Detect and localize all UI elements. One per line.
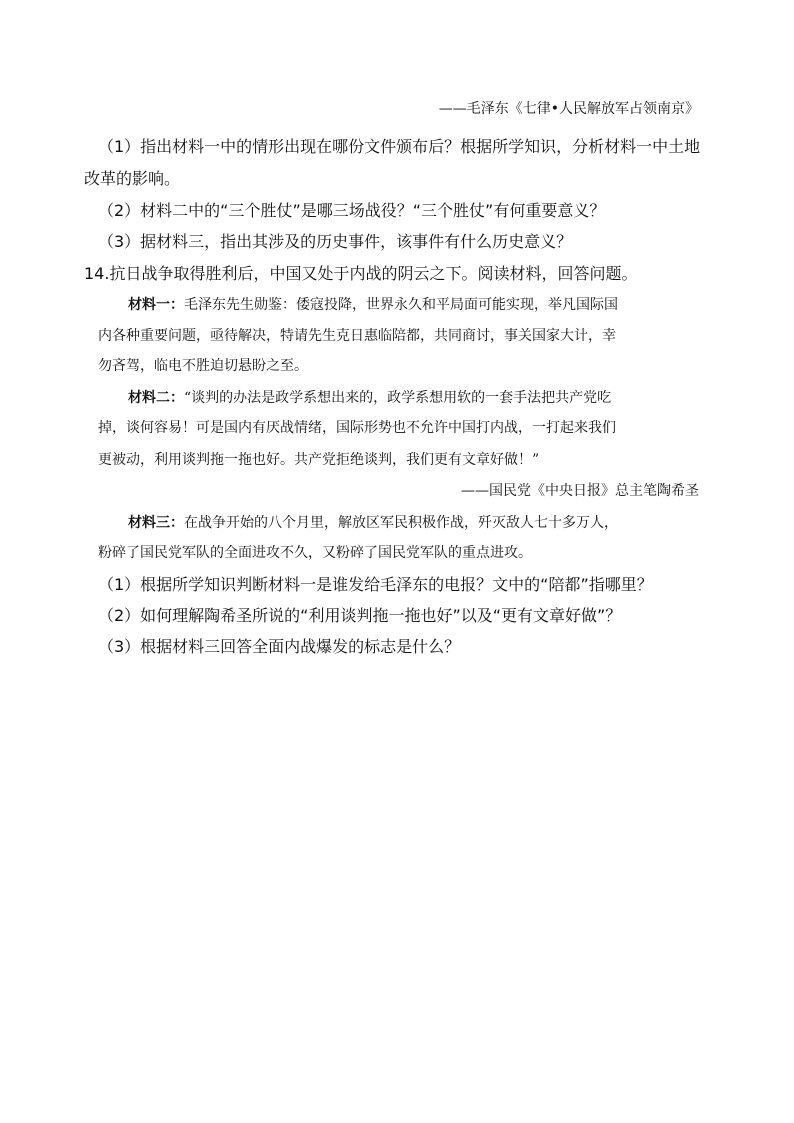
question-14-3: （3）根据材料三回答全面内战爆发的标志是什么？ xyxy=(98,637,461,656)
question-13-2: （2）材料二中的“三个胜仗”是哪三场战役？“三个胜仗”有何重要意义？ xyxy=(98,201,606,220)
material-3-line-2: 粉碎了国民党军队的全面进攻不久，又粉碎了国民党军队的重点进攻。 xyxy=(98,545,532,561)
material-3-line-1 xyxy=(128,513,618,533)
material-1-line-2: 内各种重要问题，亟待解决，特请先生克日惠临陪都，共同商讨，事关国家大计，幸 xyxy=(98,328,616,344)
question-14-2: （2）如何理解陶希圣所说的“利用谈判拖一拖也好”以及“更有文章好做”？ xyxy=(98,606,622,625)
material-2-line-2: 掉，谈何容易！可是国内有厌战情绪，国际形势也不允许中国打内战，一打起来我们 xyxy=(98,420,616,436)
material-1-text-a: 毛泽东先生勋鉴：倭寇投降，世界永久和平局面可能实现，举凡国际国 xyxy=(184,297,618,313)
material-2-line-1 xyxy=(128,388,611,408)
material-2-line-3: 更被动，利用谈判拖一拖也好。共产党拒绝谈判，我们更有文章好做！” xyxy=(98,452,540,468)
material-1-line-1 xyxy=(128,295,618,315)
material-3-label: 材料三： xyxy=(128,515,184,531)
question-13-1-line-1: （1）指出材料一中的情形出现在哪份文件颁布后？根据所学知识，分析材料一中土地 xyxy=(98,137,701,156)
source-citation-mao: ——毛泽东《七律•人民解放军占领南京》 xyxy=(438,101,699,117)
material-2-label: 材料二： xyxy=(128,390,184,406)
question-13-3: （3）据材料三，指出其涉及的历史事件，该事件有什么历史意义？ xyxy=(98,232,573,251)
question-14-stem: 14.抗日战争取得胜利后，中国又处于内战的阴云之下。阅读材料，回答问题。 xyxy=(84,264,638,283)
material-1-label: 材料一： xyxy=(128,297,184,313)
source-citation-tao: ——国民党《中央日报》总主笔陶希圣 xyxy=(461,483,699,499)
material-3-text-a: 在战争开始的八个月里，解放区军民积极作战，歼灭敌人七十多万人， xyxy=(184,515,618,531)
question-13-1-line-2: 改革的影响。 xyxy=(84,169,181,188)
material-1-line-3: 勿吝驾，临电不胜迫切悬盼之至。 xyxy=(98,358,308,374)
question-14-1: （1）根据所学知识判断材料一是谁发给毛泽东的电报？文中的“陪都”指哪里？ xyxy=(98,575,653,594)
material-2-text-a: “谈判的办法是政学系想出来的，政学系想用软的一套手法把共产党吃 xyxy=(184,390,612,406)
